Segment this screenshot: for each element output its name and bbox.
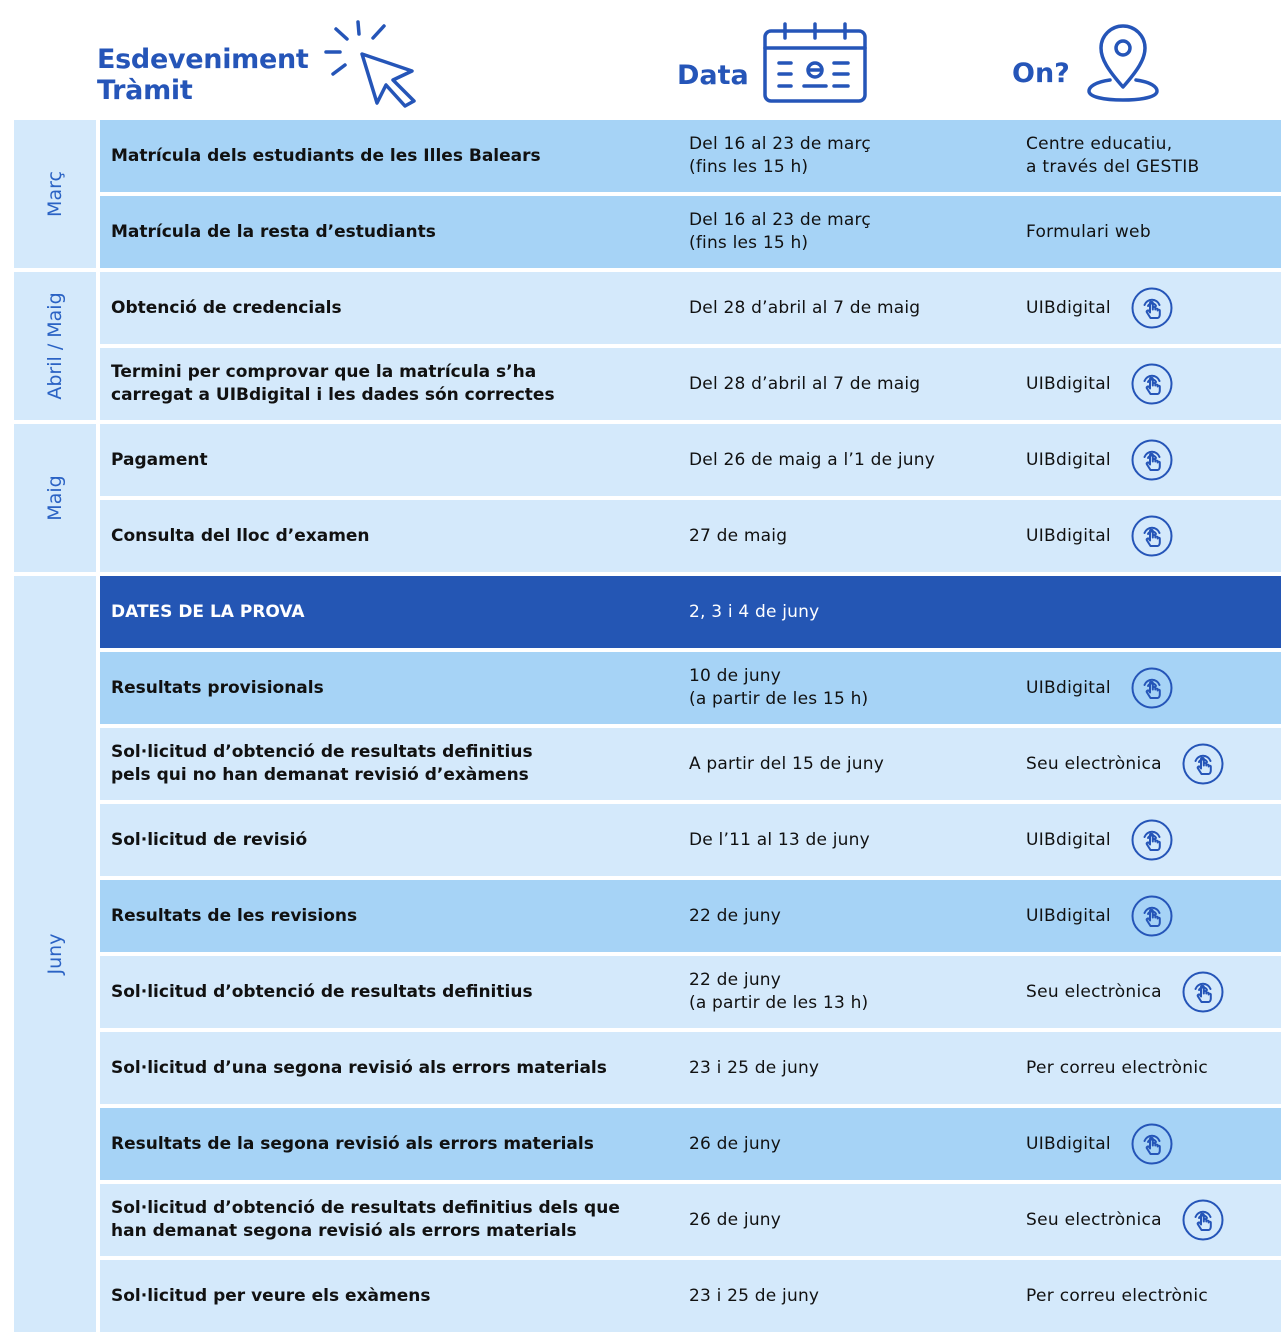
where-label: Formulari web: [1026, 221, 1151, 242]
event-cell: Consulta del lloc d’examen: [111, 525, 370, 546]
where-cell: [1026, 652, 1281, 724]
where-cell: [1026, 804, 1281, 876]
date-cell: Del 16 al 23 de març (fins les 15 h): [689, 134, 871, 177]
table-row: [100, 652, 1281, 724]
date-cell: De l’11 al 13 de juny: [689, 829, 870, 850]
month-label: Març: [44, 171, 66, 217]
where-cell: [1026, 500, 1281, 572]
event-cell: Pagament: [111, 449, 208, 470]
event-cell: Sol·licitud de revisió: [111, 829, 308, 850]
where-cell: [1026, 956, 1281, 1028]
date-cell: Del 28 d’abril al 7 de maig: [689, 297, 921, 318]
where-label: UIBdigital: [1026, 373, 1111, 394]
highlight-row: [100, 576, 1281, 648]
table-header: [0, 0, 1281, 120]
event-cell: Termini per comprovar que la matrícula s’ha carregat a UIBdigital i les dades són correctes: [111, 362, 555, 405]
table-row: [100, 1108, 1281, 1180]
table-row: [100, 120, 1281, 192]
tap-icon[interactable]: [1182, 971, 1224, 1013]
event-cell: Sol·licitud d’una segona revisió als errors materials: [111, 1057, 607, 1078]
month-band: [14, 576, 96, 1332]
tap-icon[interactable]: [1131, 1123, 1173, 1165]
where-cell: [1026, 196, 1281, 268]
where-label: Per correu electrònic: [1026, 1057, 1209, 1078]
table-row: [100, 1032, 1281, 1104]
column-header-where: On?: [1012, 58, 1070, 89]
table-row: [100, 272, 1281, 344]
location-pin-icon: [1086, 24, 1160, 102]
where-label: UIBdigital: [1026, 525, 1111, 546]
event-cell: Sol·licitud d’obtenció de resultats definitius pels qui no han demanat revisió d’exàmens: [111, 742, 533, 785]
where-label: UIBdigital: [1026, 1133, 1111, 1154]
date-cell: 10 de juny (a partir de les 15 h): [689, 666, 869, 709]
event-cell: Resultats provisionals: [111, 677, 324, 698]
where-label: Centre educatiu, a través del GESTIB: [1026, 134, 1200, 177]
where-label: Seu electrònica: [1026, 981, 1162, 1002]
where-label: UIBdigital: [1026, 449, 1111, 470]
tap-icon[interactable]: [1131, 895, 1173, 937]
event-cell: Resultats de la segona revisió als errors materials: [111, 1133, 594, 1154]
date-cell: 23 i 25 de juny: [689, 1285, 820, 1306]
event-cell: DATES DE LA PROVA: [111, 601, 305, 622]
where-cell: [1026, 1260, 1281, 1332]
column-header-date: Data: [677, 60, 749, 91]
where-label: Seu electrònica: [1026, 753, 1162, 774]
month-label: Abril / Maig: [44, 292, 66, 400]
date-cell: Del 16 al 23 de març (fins les 15 h): [689, 210, 871, 253]
tap-icon[interactable]: [1131, 363, 1173, 405]
month-label: Juny: [44, 933, 66, 975]
date-cell: 22 de juny: [689, 905, 782, 926]
where-cell: [1026, 120, 1281, 192]
event-cell: Sol·licitud per veure els exàmens: [111, 1285, 431, 1306]
where-label: Seu electrònica: [1026, 1209, 1162, 1230]
date-cell: 26 de juny: [689, 1209, 782, 1230]
where-label: Per correu electrònic: [1026, 1285, 1209, 1306]
where-cell: [1026, 272, 1281, 344]
table-row: [100, 1184, 1281, 1256]
cursor-click-icon: [320, 18, 420, 110]
where-cell: [1026, 1108, 1281, 1180]
where-cell: [1026, 1184, 1281, 1256]
date-cell: 22 de juny (a partir de les 13 h): [689, 970, 869, 1013]
where-cell: [1026, 348, 1281, 420]
tap-icon[interactable]: [1182, 1199, 1224, 1241]
event-cell: Matrícula dels estudiants de les Illes Balears: [111, 145, 541, 166]
tap-icon[interactable]: [1182, 743, 1224, 785]
event-cell: Sol·licitud d’obtenció de resultats definitius dels que han demanat segona revisió als errors materials: [111, 1198, 620, 1241]
where-cell: [1026, 1032, 1281, 1104]
table-row: [100, 804, 1281, 876]
month-band: [14, 120, 96, 268]
table-row: [100, 196, 1281, 268]
event-cell: Obtenció de credencials: [111, 297, 342, 318]
date-cell: 23 i 25 de juny: [689, 1057, 820, 1078]
header-event-line1: Esdeveniment: [97, 44, 309, 75]
tap-icon[interactable]: [1131, 819, 1173, 861]
where-cell: [1026, 728, 1281, 800]
table-row: [100, 728, 1281, 800]
date-cell: 26 de juny: [689, 1133, 782, 1154]
month-band: [14, 272, 96, 420]
tap-icon[interactable]: [1131, 439, 1173, 481]
where-label: UIBdigital: [1026, 905, 1111, 926]
column-header-event: [97, 44, 309, 106]
where-label: UIBdigital: [1026, 297, 1111, 318]
tap-icon[interactable]: [1131, 667, 1173, 709]
month-band: [14, 424, 96, 572]
table-row: [100, 1260, 1281, 1332]
where-cell: [1026, 880, 1281, 952]
date-cell: 2, 3 i 4 de juny: [689, 601, 820, 622]
date-cell: A partir del 15 de juny: [689, 753, 885, 774]
event-cell: Resultats de les revisions: [111, 905, 358, 926]
calendar-icon: [762, 20, 868, 104]
date-cell: Del 26 de maig a l’1 de juny: [689, 449, 936, 470]
where-label: UIBdigital: [1026, 829, 1111, 850]
where-label: UIBdigital: [1026, 677, 1111, 698]
table-row: [100, 880, 1281, 952]
date-cell: 27 de maig: [689, 525, 788, 546]
month-label: Maig: [44, 475, 66, 521]
tap-icon[interactable]: [1131, 515, 1173, 557]
table-row: [100, 956, 1281, 1028]
table-row: [100, 348, 1281, 420]
tap-icon[interactable]: [1131, 287, 1173, 329]
table-row: [100, 424, 1281, 496]
where-cell: [1026, 576, 1281, 648]
table-row: [100, 500, 1281, 572]
event-cell: Sol·licitud d’obtenció de resultats definitius: [111, 981, 533, 1002]
where-cell: [1026, 424, 1281, 496]
event-cell: Matrícula de la resta d’estudiants: [111, 221, 436, 242]
date-cell: Del 28 d’abril al 7 de maig: [689, 373, 921, 394]
header-event-line2: Tràmit: [97, 75, 193, 106]
